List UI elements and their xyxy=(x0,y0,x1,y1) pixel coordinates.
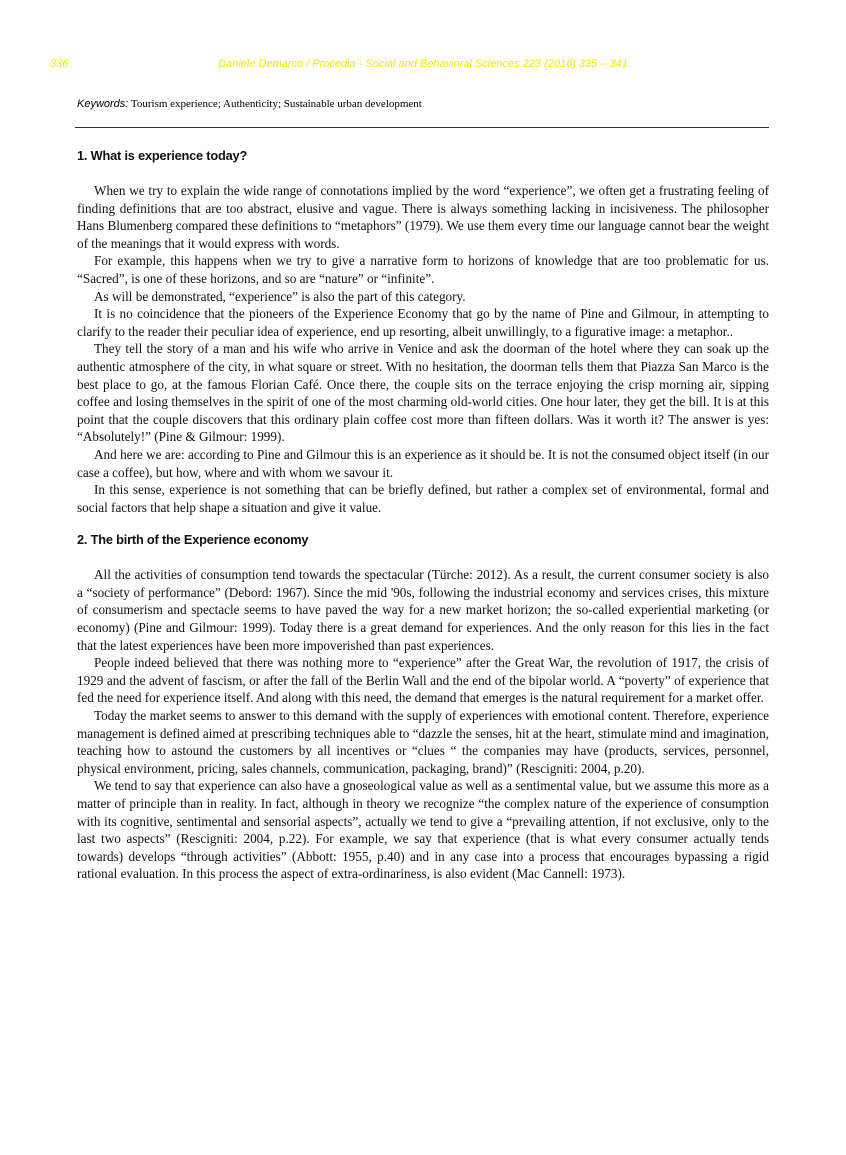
keywords-label: Keywords: xyxy=(77,98,129,110)
paragraph: All the activities of consumption tend towards the spectacular (Türche: 2012). As a result, the current consumer society is also a “society of performance” (Debord: 1967). Since the mid '90s, following the industrial economy and services crises, this mixture of consumerism and spectacle seems to have paved the way for a new market horizon; the so-called experiential marketing (or economy) (Pine and Gilmour: 1999). Today there is a great demand for experiences. And the only reason for this lies in the fact that the latest experiences have been more impoverished than past experiences. xyxy=(77,567,769,653)
keywords-text: Tourism experience; Authenticity; Sustainable urban development xyxy=(128,98,422,110)
divider-rule xyxy=(75,127,769,128)
paragraph: Today the market seems to answer to this demand with the supply of experiences with emotional content. Therefore, experience management is defined aimed at prescribing techniques able to “dazzle the senses, hit at the heart, stimulate mind and imagination, teaching how to astound the customers by all incentives or “clues “ the companies may have (products, services, personnel, physical environment, pricing, sales channels, communication, packaging, brand)” (Rescigniti: 2004, p.20). xyxy=(77,708,769,776)
paragraph: We tend to say that experience can also have a gnoseological value as well as a sentimental value, but we assume this more as a matter of principle than in reality. In fact, although in theory we recognize “the complex nature of the experience of consumption with its cognitive, sentimental and sensorial aspects”, actually we tend to give a “prevailing attention, if not exclusive, only to the last two aspects” (Rescigniti: 2004, p.22). For example, we say that experience (that is what every consumer actually tends towards) develops “through activities” (Abbott: 1955, p.40) and in any case into a process that encourages bypassing a rigid rational evaluation. In this process the aspect of extra-ordinariness, is also evident (Mac Cannell: 1973). xyxy=(77,778,769,882)
paragraph: It is no coincidence that the pioneers of the Experience Economy that go by the name of Pine and Gilmour, in attempting to clarify to the reader their peculiar idea of experience, end up resorting, albeit unwillingly, to a figurative image: a metaphor.. xyxy=(77,306,769,339)
paragraph: As will be demonstrated, “experience” is also the part of this category. xyxy=(94,288,466,304)
running-head xyxy=(50,58,796,74)
paragraph: People indeed believed that there was nothing more to “experience” after the Great War, the revolution of 1917, the crisis of 1929 and the advent of fascism, or after the fall of the Berlin Wall and the end of the bipolar world. A “poverty” of experience that fed the need for experience itself. And along with this need, the demand that emerges is the natural requirement for a market offer. xyxy=(77,655,769,706)
section-heading-1: 1. What is experience today? xyxy=(77,148,248,163)
section-heading-2: 2. The birth of the Experience economy xyxy=(77,532,309,548)
article-body xyxy=(77,147,769,883)
paragraph: In this sense, experience is not something that can be briefly defined, but rather a complex set of environmental, formal and social factors that help shape a situation and give it value. xyxy=(77,482,769,515)
paragraph: When we try to explain the wide range of connotations implied by the word “experience”, we often get a frustrating feeling of finding definitions that are too abstract, elusive and vague. There is always something lacking in incisiveness. The philosopher Hans Blumenberg compared these definitions to “metaphors” (1979). We use them every time our language cannot bear the weight of the meanings that it would express with words. xyxy=(77,183,769,251)
section-spacer xyxy=(77,516,769,531)
paragraph: And here we are: according to Pine and Gilmour this is an experience as it should be. It is not the consumed object itself (in our case a coffee), but how, where and with whom we savour it. xyxy=(77,446,769,480)
paragraph: For example, this happens when we try to give a narrative form to horizons of knowledge that are too problematic for us. “Sacred”, is one of these horizons, and so are “nature” or “infinite”. xyxy=(77,253,769,286)
keywords-line xyxy=(77,98,769,110)
page-number: 336 xyxy=(50,58,69,70)
paragraph: They tell the story of a man and his wife who arrive in Venice and ask the doorman of the hotel where they can soak up the authentic atmosphere of the city, in what square or street. With no hesitation, the doorman tells them that Piazza San Marco is the best place to go, at the famous Florian Café. Once there, the couple sits on the terrace enjoying the crisp morning air, sipping coffee and losing themselves in the spirit of one of the most charming old-world cities. One hour later, they get the bill. It is at this point that the couple discovers that this ordinary plain coffee cost more than fifteen dollars. Was it worth it? The answer is yes: “Absolutely!” (Pine & Gilmour: 1999). xyxy=(77,341,769,445)
running-title: Daniele Demarco / Procedia - Social and Behavioral Sciences 223 (2016) 335 – 341 xyxy=(218,58,628,70)
